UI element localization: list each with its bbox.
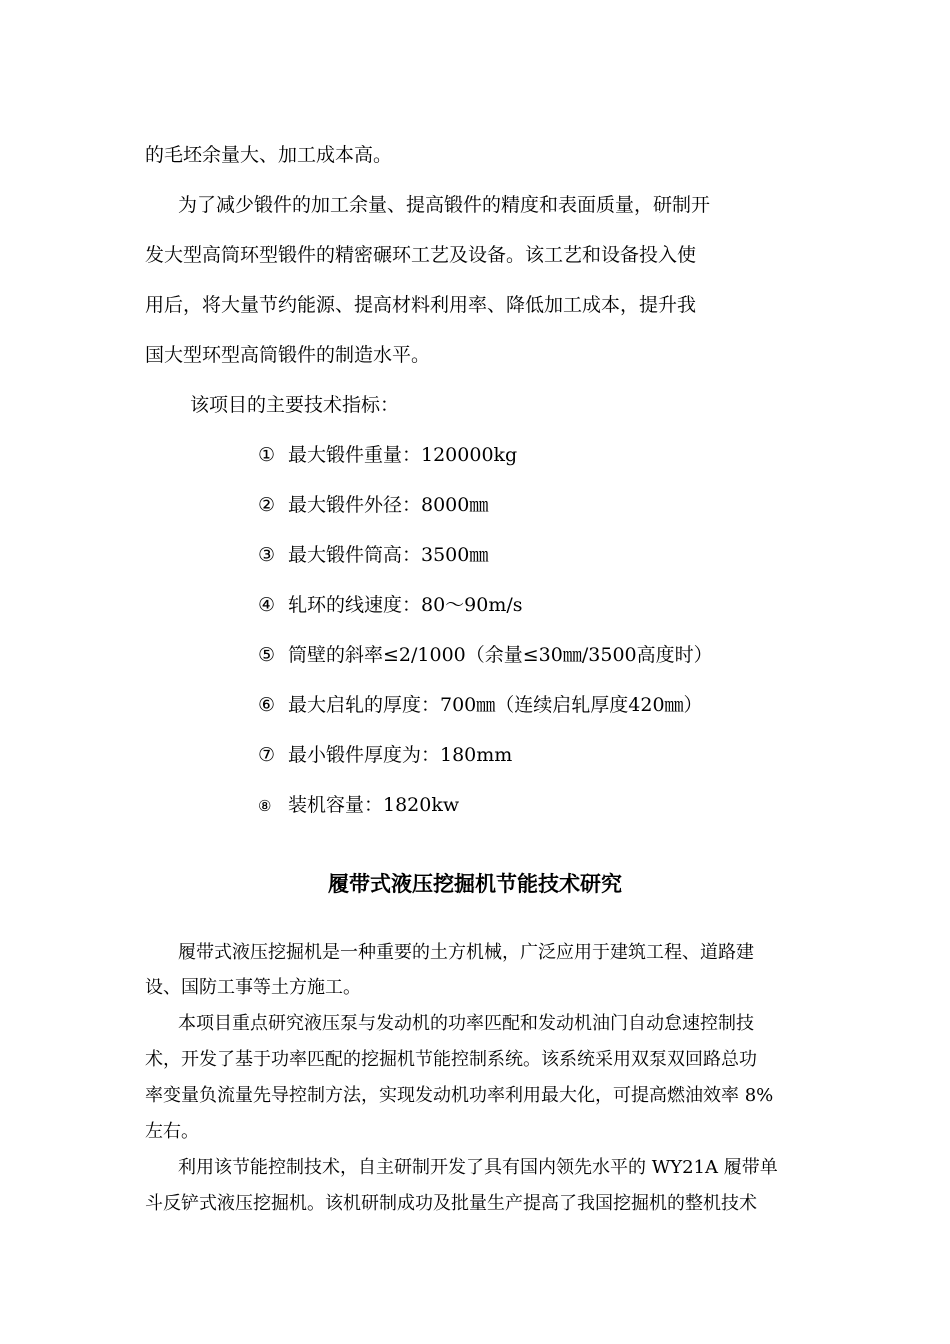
indicator-item (258, 740, 512, 767)
paragraph-line: 率变量负流量先导控制方法，实现发动机功率利用最大化，可提高燃油效率 8% (145, 1085, 774, 1106)
indicator-item (258, 790, 459, 817)
paragraph-line: 发大型高筒环型锻件的精密碾环工艺及设备。该工艺和设备投入使 (145, 244, 697, 266)
item-number: ⑤ (258, 644, 276, 666)
paragraph-line: 本项目重点研究液压泵与发动机的功率匹配和发动机油门自动怠速控制技 (178, 1013, 754, 1034)
indicator-item (258, 640, 713, 667)
item-text: 最大锻件重量：120000kg (288, 444, 518, 466)
item-text: 最小锻件厚度为：180mm (288, 744, 513, 766)
item-text: 筒壁的斜率≤2/1000（余量≤30㎜/3500高度时） (288, 644, 713, 666)
paragraph-line: 履带式液压挖掘机是一种重要的土方机械，广泛应用于建筑工程、道路建 (178, 942, 754, 963)
indicators-heading: 该项目的主要技术指标： (190, 394, 400, 416)
indicator-item (258, 590, 523, 617)
item-number: ⑧ (258, 797, 272, 815)
item-text: 轧环的线速度：80～90m/s (288, 594, 523, 616)
indicator-item (258, 690, 703, 717)
paragraph-line: 斗反铲式液压挖掘机。该机研制成功及批量生产提高了我国挖掘机的整机技术 (145, 1193, 757, 1214)
item-text: 最大锻件外径：8000㎜ (288, 494, 489, 516)
item-number: ③ (258, 544, 276, 566)
paragraph-line: 为了减少锻件的加工余量、提高锻件的精度和表面质量，研制开 (178, 194, 711, 216)
item-text: 装机容量：1820kw (288, 794, 460, 816)
paragraph-line: 术，开发了基于功率匹配的挖掘机节能控制系统。该系统采用双泵双回路总功 (145, 1049, 757, 1070)
item-text: 最大锻件筒高：3500㎜ (288, 544, 489, 566)
item-number: ② (258, 494, 276, 516)
item-text: 最大启轧的厚度：700㎜（连续启轧厚度420㎜） (288, 694, 703, 716)
indicator-item (258, 440, 517, 467)
item-number: ④ (258, 594, 276, 616)
paragraph-line: 用后，将大量节约能源、提高材料利用率、降低加工成本，提升我 (145, 294, 697, 316)
section-title: 履带式液压挖掘机节能技术研究 (328, 872, 622, 896)
item-number: ① (258, 444, 276, 466)
paragraph-line: 利用该节能控制技术，自主研制开发了具有国内领先水平的 WY21A 履带单 (178, 1157, 778, 1178)
paragraph-line: 左右。 (145, 1121, 199, 1142)
indicator-item (258, 540, 488, 567)
indicator-item (258, 490, 488, 517)
paragraph-line: 设、国防工事等土方施工。 (145, 977, 361, 998)
paragraph-line: 国大型环型高筒锻件的制造水平。 (145, 344, 431, 366)
item-number: ⑦ (258, 744, 276, 766)
paragraph-line: 的毛坯余量大、加工成本高。 (145, 144, 393, 166)
item-number: ⑥ (258, 694, 276, 716)
